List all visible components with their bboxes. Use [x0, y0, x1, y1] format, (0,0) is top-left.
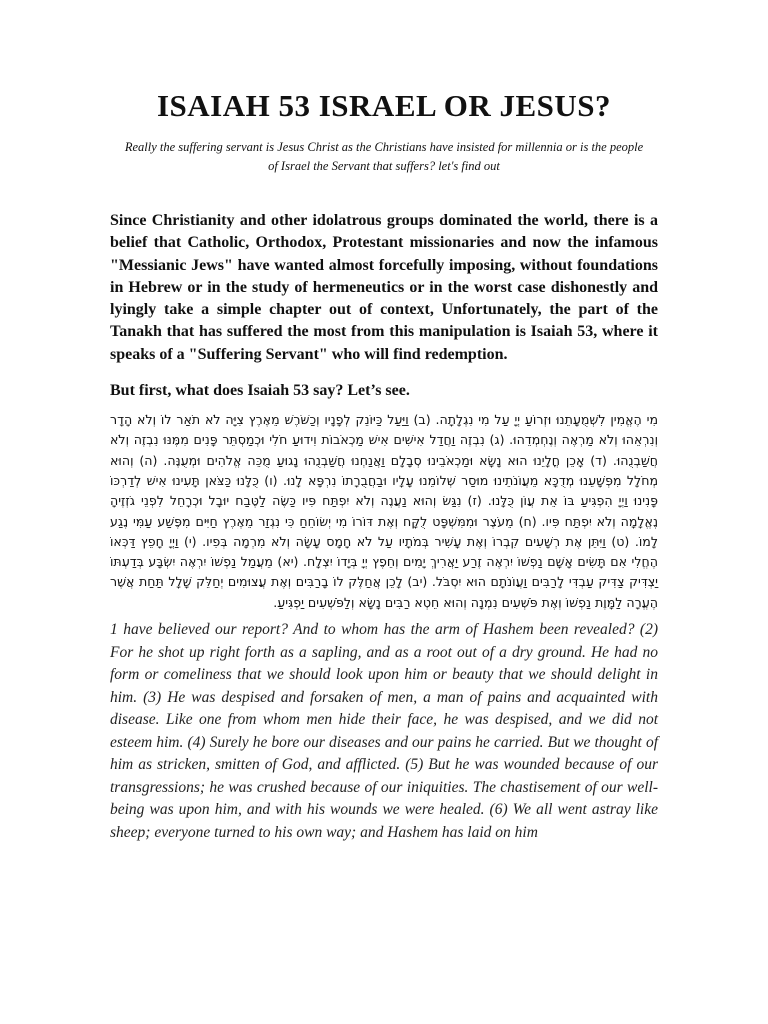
english-translation: 1 have believed our report? And to whom has the arm of Hashem been revealed? (2) For he shot up right forth as a sapling, and as a root out of a dry ground. He had no form or comeliness that we should look upon him or beauty that we should delight in him. (3) He was despised and forsaken of men, a man of pains and acquainted with disease. Like one from whom men hide their face, he was despised, and we did not esteem him. (4) Surely he bore our diseases and our pains he carried. But we thought of him as stricken, smitten of God, and afflicted. (5) But he was wounded because of our transgressions; he was crushed because of our iniquities. The chastisement of our well-being was upon him, and with his wounds we were healed. (6) We all went astray like sheep; everyone turned to his own way; and Hashem has laid on him [110, 621, 658, 841]
hebrew-passage: מִי הֶאֱמִין לִשְׁמֻעָתֵנוּ וּזְרוֹעַ יְיָ עַל מִי נִגְלָתָה. (ב) וַיַּעַל כַּיּוֹנֵק לְפָנָיו וְכַשֹּׁרֶשׁ מֵאֶרֶץ צִיָּה לֹא תֹאַר לוֹ וְלֹא הָדָר וְנִרְאֵהוּ וְלֹא מַרְאֶה וְנֶחְמְדֵהוּ. (ג) נִבְזֶה וַחֲדַל אִישִׁים אִישׁ מַכְאֹבוֹת וִידוּעַ חֹלִי וּכְמַסְתֵּר פָּנִים מִמֶּנּוּ נִבְזֶה וְלֹא חֲשַׁבְנֻהוּ. (ד) אָכֵן חֳלָיֵנוּ הוּא נָשָׂא וּמַכְאֹבֵינוּ סְבָלָם וַאֲנַחְנוּ חֲשַׁבְנֻהוּ נָגוּעַ מֻכֵּה אֱלֹהִים וּמְעֻנֶּה. (ה) וְהוּא מְחֹלָל מִפְּשָׁעֵנוּ מְדֻכָּא מֵעֲוֹנֹתֵינוּ מוּסַר שְׁלוֹמֵנוּ עָלָיו וּבַחֲבֻרָתוֹ נִרְפָּא לָנוּ. (ו) כֻּלָּנוּ כַּצֹּאן תָּעִינוּ אִישׁ לְדַרְכּוֹ פָּנִינוּ וַיְיָ הִפְגִּיעַ בּוֹ אֵת עֲוֹן כֻּלָּנוּ. (ז) נִגַּשׂ וְהוּא נַעֲנֶה וְלֹא יִפְתַּח פִּיו כַּשֶּׂה לַטֶּבַח יוּבָל וּכְרָחֵל לִפְנֵי גֹזְזֶיהָ נֶאֱלָמָה וְלֹא יִפְתַּח פִּיו. (ח) מֵעֹצֶר וּמִמִּשְׁפָּט לֻקָּח וְאֶת דּוֹרוֹ מִי יְשׂוֹחֵחַ כִּי נִגְזַר מֵאֶרֶץ חַיִּים מִפֶּשַׁע עַמִּי נֶגַע לָמוֹ. (ט) וַיִּתֵּן אֶת רְשָׁעִים קִבְרוֹ וְאֶת עָשִׁיר בְּמֹתָיו עַל לֹא חָמָס עָשָׂה וְלֹא מִרְמָה בְּפִיו. (י) וַיְיָ חָפֵץ דַּכְּאוֹ הֶחֱלִי אִם תָּשִׂים אָשָׁם נַפְשׁוֹ יִרְאֶה זֶרַע יַאֲרִיךְ יָמִים וְחֵפֶץ יְיָ בְּיָדוֹ יִצְלָח. (יא) מֵעֲמַל נַפְשׁוֹ יִרְאֶה יִשְׂבָּע בְּדַעְתּוֹ יַצְדִּיק צַדִּיק עַבְדִּי לָרַבִּים וַעֲוֹנֹתָם הוּא יִסְבֹּל. (יב) לָכֵן אֲחַלֶּק לוֹ בָרַבִּים וְאֶת עֲצוּמִים יְחַלֵּק שָׁלָל תַּחַת אֲשֶׁר הֶעֱרָה לַמָּוֶת נַפְשׁוֹ וְאֶת פֹּשְׁעִים נִמְנָה וְהוּא חֵטְא רַבִּים נָשָׂא וְלַפֹּשְׁעִים יַפְגִּיעַ. [110, 412, 658, 610]
document-title: ISAIAH 53 ISRAEL OR JESUS? [156, 88, 612, 123]
document-subtitle: Really the suffering servant is Jesus Christ as the Christians have insisted for millennia or is the people of Israel the Servant that suffers? let's find out [124, 140, 644, 173]
question-paragraph: But first, what does Isaiah 53 say? Let’s see. [110, 382, 410, 400]
intro-paragraph: Since Christianity and other idolatrous groups dominated the world, there is a belief that Catholic, Orthodox, Protestant missionaries and now the infamous "Messianic Jews" have wanted almost forcefully imposing, without foundations in Hebrew or in the study of hermeneutics or in the worst case dishonestly and lyingly take a simple chapter out of context, Unfortunately, the part of the Tanakh that has suffered the most from this manipulation is Isaiah 53, where it speaks of a "Suffering Servant" who will find redemption. [110, 212, 658, 363]
